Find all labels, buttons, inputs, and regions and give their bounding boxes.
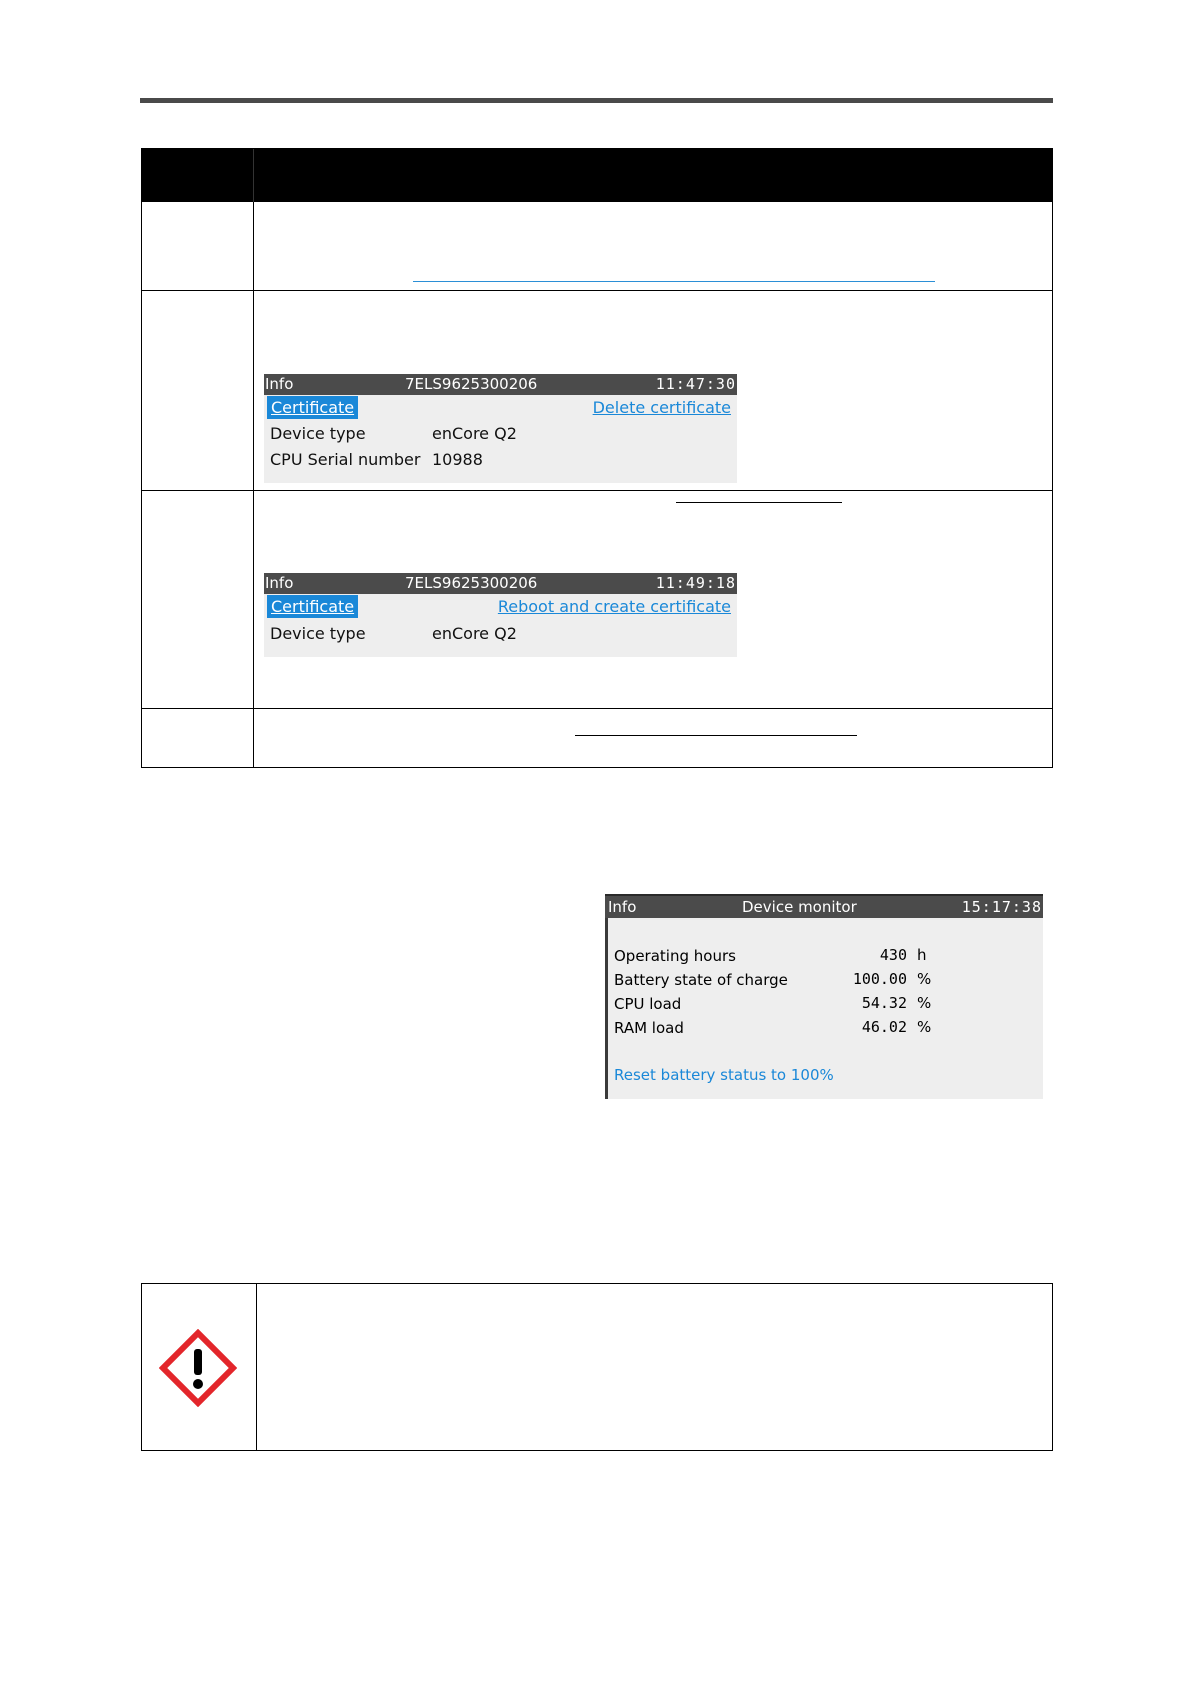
device-type-value: enCore Q2 <box>432 424 517 443</box>
operating-hours-unit: h <box>917 946 927 964</box>
table-row-divider <box>142 708 1052 709</box>
table-row-divider <box>142 490 1052 491</box>
device-type-label: Device type <box>270 424 366 443</box>
operating-hours-value: 430 <box>879 946 907 964</box>
reset-battery-link[interactable]: Reset battery status to 100% <box>614 1066 834 1084</box>
battery-charge-label: Battery state of charge <box>614 971 788 989</box>
header-column-divider <box>253 149 254 202</box>
ram-load-label: RAM load <box>614 1019 684 1037</box>
device-type-label: Device type <box>270 624 366 643</box>
panel-title-bar <box>605 894 1043 918</box>
header-rule <box>140 98 1053 103</box>
panel-title-bar <box>264 573 737 594</box>
warning-divider <box>256 1284 257 1450</box>
battery-charge-unit: % <box>917 970 932 988</box>
info-reboot-panel <box>264 573 737 657</box>
cpu-load-value: 54.32 <box>861 994 907 1012</box>
tab-certificate[interactable]: Certificate <box>267 595 358 618</box>
cpu-load-label: CPU load <box>614 995 682 1013</box>
clock: 11:47:30 <box>655 375 736 393</box>
table-header-row <box>142 149 1052 202</box>
steps-table <box>141 148 1053 768</box>
tab-certificate[interactable]: Certificate <box>267 396 358 419</box>
panel-title: Info <box>608 898 637 916</box>
clock: 15:17:38 <box>961 898 1042 916</box>
panel-title: Info <box>265 574 294 592</box>
hazard-warning-icon <box>159 1329 237 1407</box>
clock: 11:49:18 <box>655 574 736 592</box>
device-serial: 7ELS9625300206 <box>405 574 538 592</box>
screen-title: Device monitor <box>742 898 857 916</box>
info-certificate-panel <box>264 374 737 483</box>
reference-underline[interactable] <box>676 502 842 503</box>
reference-underline[interactable] <box>575 735 857 736</box>
cpu-serial-value: 10988 <box>432 450 483 469</box>
cpu-serial-label: CPU Serial number <box>270 450 421 469</box>
ram-load-value: 46.02 <box>861 1018 907 1036</box>
link-underline[interactable] <box>413 281 935 282</box>
table-row-divider <box>142 290 1052 291</box>
cpu-load-unit: % <box>917 994 932 1012</box>
operating-hours-label: Operating hours <box>614 947 736 965</box>
device-type-value: enCore Q2 <box>432 624 517 643</box>
reboot-create-certificate-link[interactable]: Reboot and create certificate <box>497 597 731 616</box>
battery-charge-value: 100.00 <box>852 970 907 988</box>
panel-title: Info <box>265 375 294 393</box>
table-column-divider <box>253 202 254 768</box>
panel-title-bar <box>264 374 737 395</box>
device-monitor-panel <box>605 894 1043 1099</box>
device-serial: 7ELS9625300206 <box>405 375 538 393</box>
ram-load-unit: % <box>917 1018 932 1036</box>
delete-certificate-link[interactable]: Delete certificate <box>592 398 731 417</box>
warning-box <box>141 1283 1053 1451</box>
